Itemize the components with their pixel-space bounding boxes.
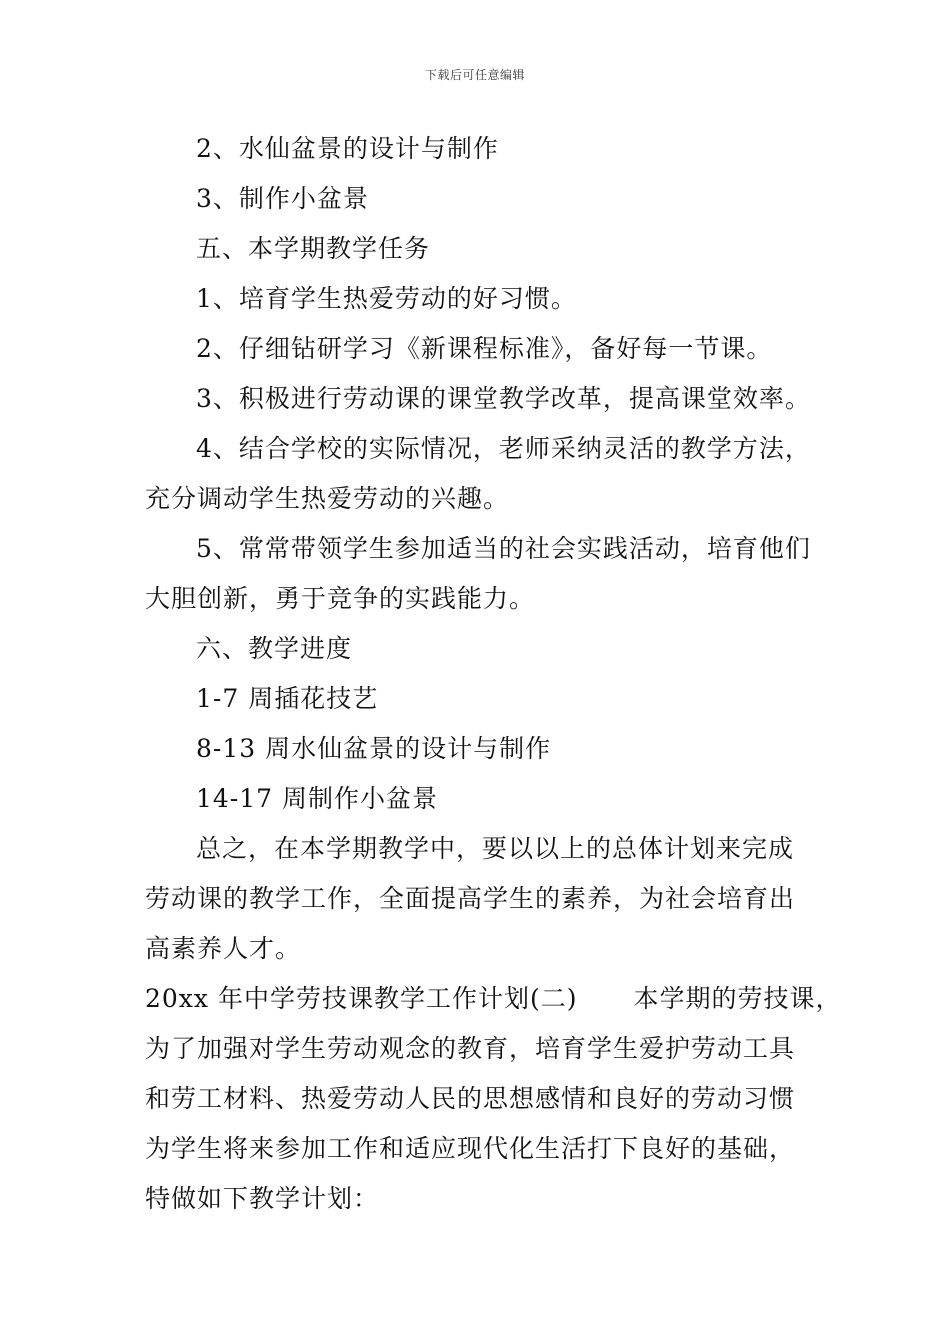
text-line: 8-13 周水仙盆景的设计与制作 (196, 734, 552, 763)
text-line: 高素养人才。 (145, 934, 302, 963)
text-line: 大胆创新，勇于竞争的实践能力。 (145, 584, 536, 613)
text-line: 为了加强对学生劳动观念的教育，培育学生爱护劳动工具 (145, 1034, 796, 1063)
text-line (145, 984, 841, 1014)
section-heading: 五、本学期教学任务 (196, 234, 431, 263)
text-line: 4、结合学校的实际情况，老师采纳灵活的教学方法， (196, 434, 811, 463)
text-line: 特做如下教学计划： (145, 1184, 380, 1213)
text-line: 1-7 周插花技艺 (196, 684, 379, 713)
page-header: 下载后可任意编辑 (424, 68, 525, 82)
text-line: 充分调动学生热爱劳动的兴趣。 (145, 484, 510, 513)
text-line: 为学生将来参加工作和适应现代化生活打下良好的基础， (145, 1134, 796, 1163)
text-line: 2、水仙盆景的设计与制作 (196, 134, 499, 163)
text-line: 劳动课的教学工作，全面提高学生的素养，为社会培育出 (145, 884, 796, 913)
text-line: 14-17 周制作小盆景 (196, 784, 439, 813)
text-run: 本学期的劳技课， (633, 984, 842, 1013)
plan-title: 20xx 年中学劳技课教学工作计划(二) (145, 984, 578, 1013)
section-heading: 六、教学进度 (196, 634, 353, 663)
text-line: 5、常常带领学生参加适当的社会实践活动，培育他们 (196, 534, 811, 563)
text-line: 总之，在本学期教学中，要以以上的总体计划来完成 (196, 834, 795, 863)
text-line: 3、积极进行劳动课的课堂教学改革，提高课堂效率。 (196, 384, 811, 413)
text-line: 2、仔细钻研学习《新课程标准》，备好每一节课。 (196, 334, 773, 363)
text-line: 1、培育学生热爱劳动的好习惯。 (196, 284, 577, 313)
text-line: 和劳工材料、热爱劳动人民的思想感情和良好的劳动习惯 (145, 1084, 796, 1113)
text-line: 3、制作小盆景 (196, 184, 369, 213)
